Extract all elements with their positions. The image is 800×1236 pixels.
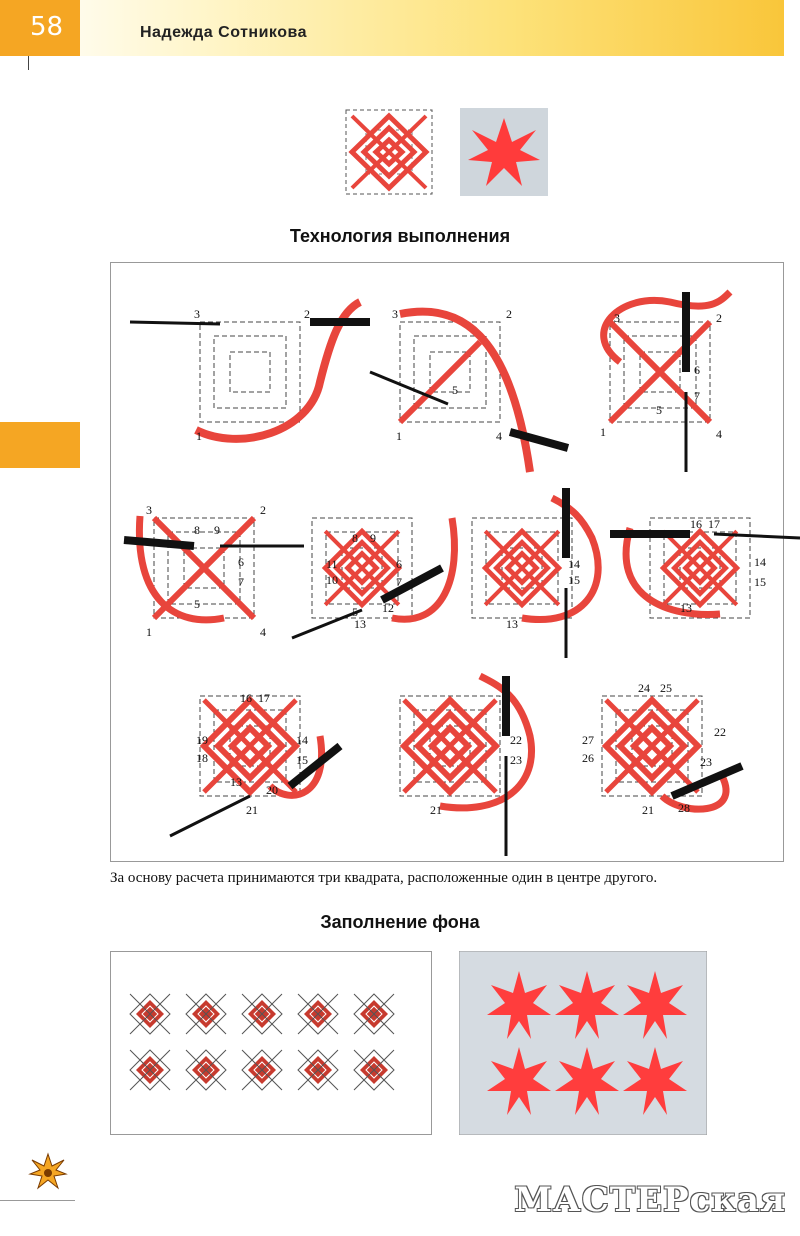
step-label: 2	[716, 311, 722, 325]
step-label: 6	[396, 557, 402, 571]
step-label: 13	[354, 617, 366, 631]
step-7	[610, 517, 800, 618]
step-label: 7	[238, 575, 244, 589]
step-label: 12	[382, 601, 394, 615]
step-label: 16	[240, 691, 252, 705]
step-label: 6	[238, 555, 244, 569]
step-label: 27	[582, 733, 594, 747]
step-label: 17	[708, 517, 720, 531]
step-label: 22	[510, 733, 522, 747]
step-label: 23	[510, 753, 522, 767]
step-label: 7	[694, 389, 700, 403]
step-label: 16	[690, 517, 702, 531]
step-1	[130, 302, 370, 443]
step-label: 5	[194, 597, 200, 611]
step-label: 3	[392, 307, 398, 321]
step-label: 17	[258, 691, 270, 705]
step-label: 21	[642, 803, 654, 817]
caption: За основу расчета принимаются три квадрата, расположенные один в центре другого.	[110, 870, 658, 886]
step-label: 15	[754, 575, 766, 589]
step-label: 14	[296, 733, 308, 747]
step-label: 1	[600, 425, 606, 439]
step-label: 2	[506, 307, 512, 321]
author-name: Надежда Сотникова	[140, 24, 307, 41]
step-label: 4	[716, 427, 722, 441]
technique-diagrams	[110, 262, 800, 862]
step-label: 18	[196, 751, 208, 765]
step-label: 13	[230, 775, 242, 789]
step-label: 9	[370, 531, 376, 545]
step-label: 26	[582, 751, 594, 765]
step-label: 15	[296, 753, 308, 767]
step-label: 14	[754, 555, 766, 569]
step-label: 22	[714, 725, 726, 739]
step-label: 7	[396, 575, 402, 589]
step-label: 1	[146, 625, 152, 639]
step-2	[370, 307, 568, 472]
step-8	[170, 691, 340, 836]
background-title: Заполнение фона	[320, 912, 480, 932]
step-label: 2	[304, 307, 310, 321]
step-label: 3	[194, 307, 200, 321]
step-9	[400, 676, 532, 856]
header-rule	[28, 56, 29, 70]
motif-diagram	[344, 108, 434, 196]
step-label: 1	[196, 429, 202, 443]
step-label: 3	[614, 311, 620, 325]
motif-photo	[460, 108, 548, 196]
watermark: МАСТЕРская	[514, 1180, 786, 1220]
step-label: 23	[700, 755, 712, 769]
step-label: 19	[196, 733, 208, 747]
page-number-box	[0, 0, 80, 56]
step-label: 1	[396, 429, 402, 443]
step-label: 20	[266, 783, 278, 797]
step-label: 25	[660, 681, 672, 695]
step-label: 11	[326, 557, 338, 571]
pattern-photo	[459, 951, 707, 1135]
step-label: 4	[260, 625, 266, 639]
pattern-diagram	[126, 990, 406, 1100]
step-label: 3	[146, 503, 152, 517]
step-4	[124, 503, 304, 639]
step-label: 8	[352, 531, 358, 545]
step-label: 5	[352, 605, 358, 619]
step-label: 6	[694, 363, 700, 377]
step-label: 24	[638, 681, 650, 695]
side-tab	[0, 422, 80, 468]
footer-rule	[0, 1200, 75, 1201]
step-label: 15	[568, 573, 580, 587]
step-label: 5	[452, 383, 458, 397]
step-label: 9	[214, 523, 220, 537]
step-label: 4	[496, 429, 502, 443]
step-5	[292, 518, 455, 638]
step-label: 21	[246, 803, 258, 817]
header-bar	[0, 0, 784, 56]
step-label: 8	[194, 523, 200, 537]
step-label: 13	[680, 601, 692, 615]
step-label: 14	[568, 557, 580, 571]
step-label: 28	[678, 801, 690, 815]
star-ornament-icon	[28, 1152, 68, 1192]
step-label: 13	[506, 617, 518, 631]
step-6	[472, 488, 598, 658]
page-number: 58	[30, 12, 64, 42]
step-label: 21	[430, 803, 442, 817]
technique-title: Технология выполнения	[289, 226, 511, 246]
step-label: 2	[260, 503, 266, 517]
step-3	[600, 292, 730, 472]
step-10	[582, 681, 742, 817]
step-label: 5	[656, 403, 662, 417]
step-label: 10	[326, 573, 338, 587]
